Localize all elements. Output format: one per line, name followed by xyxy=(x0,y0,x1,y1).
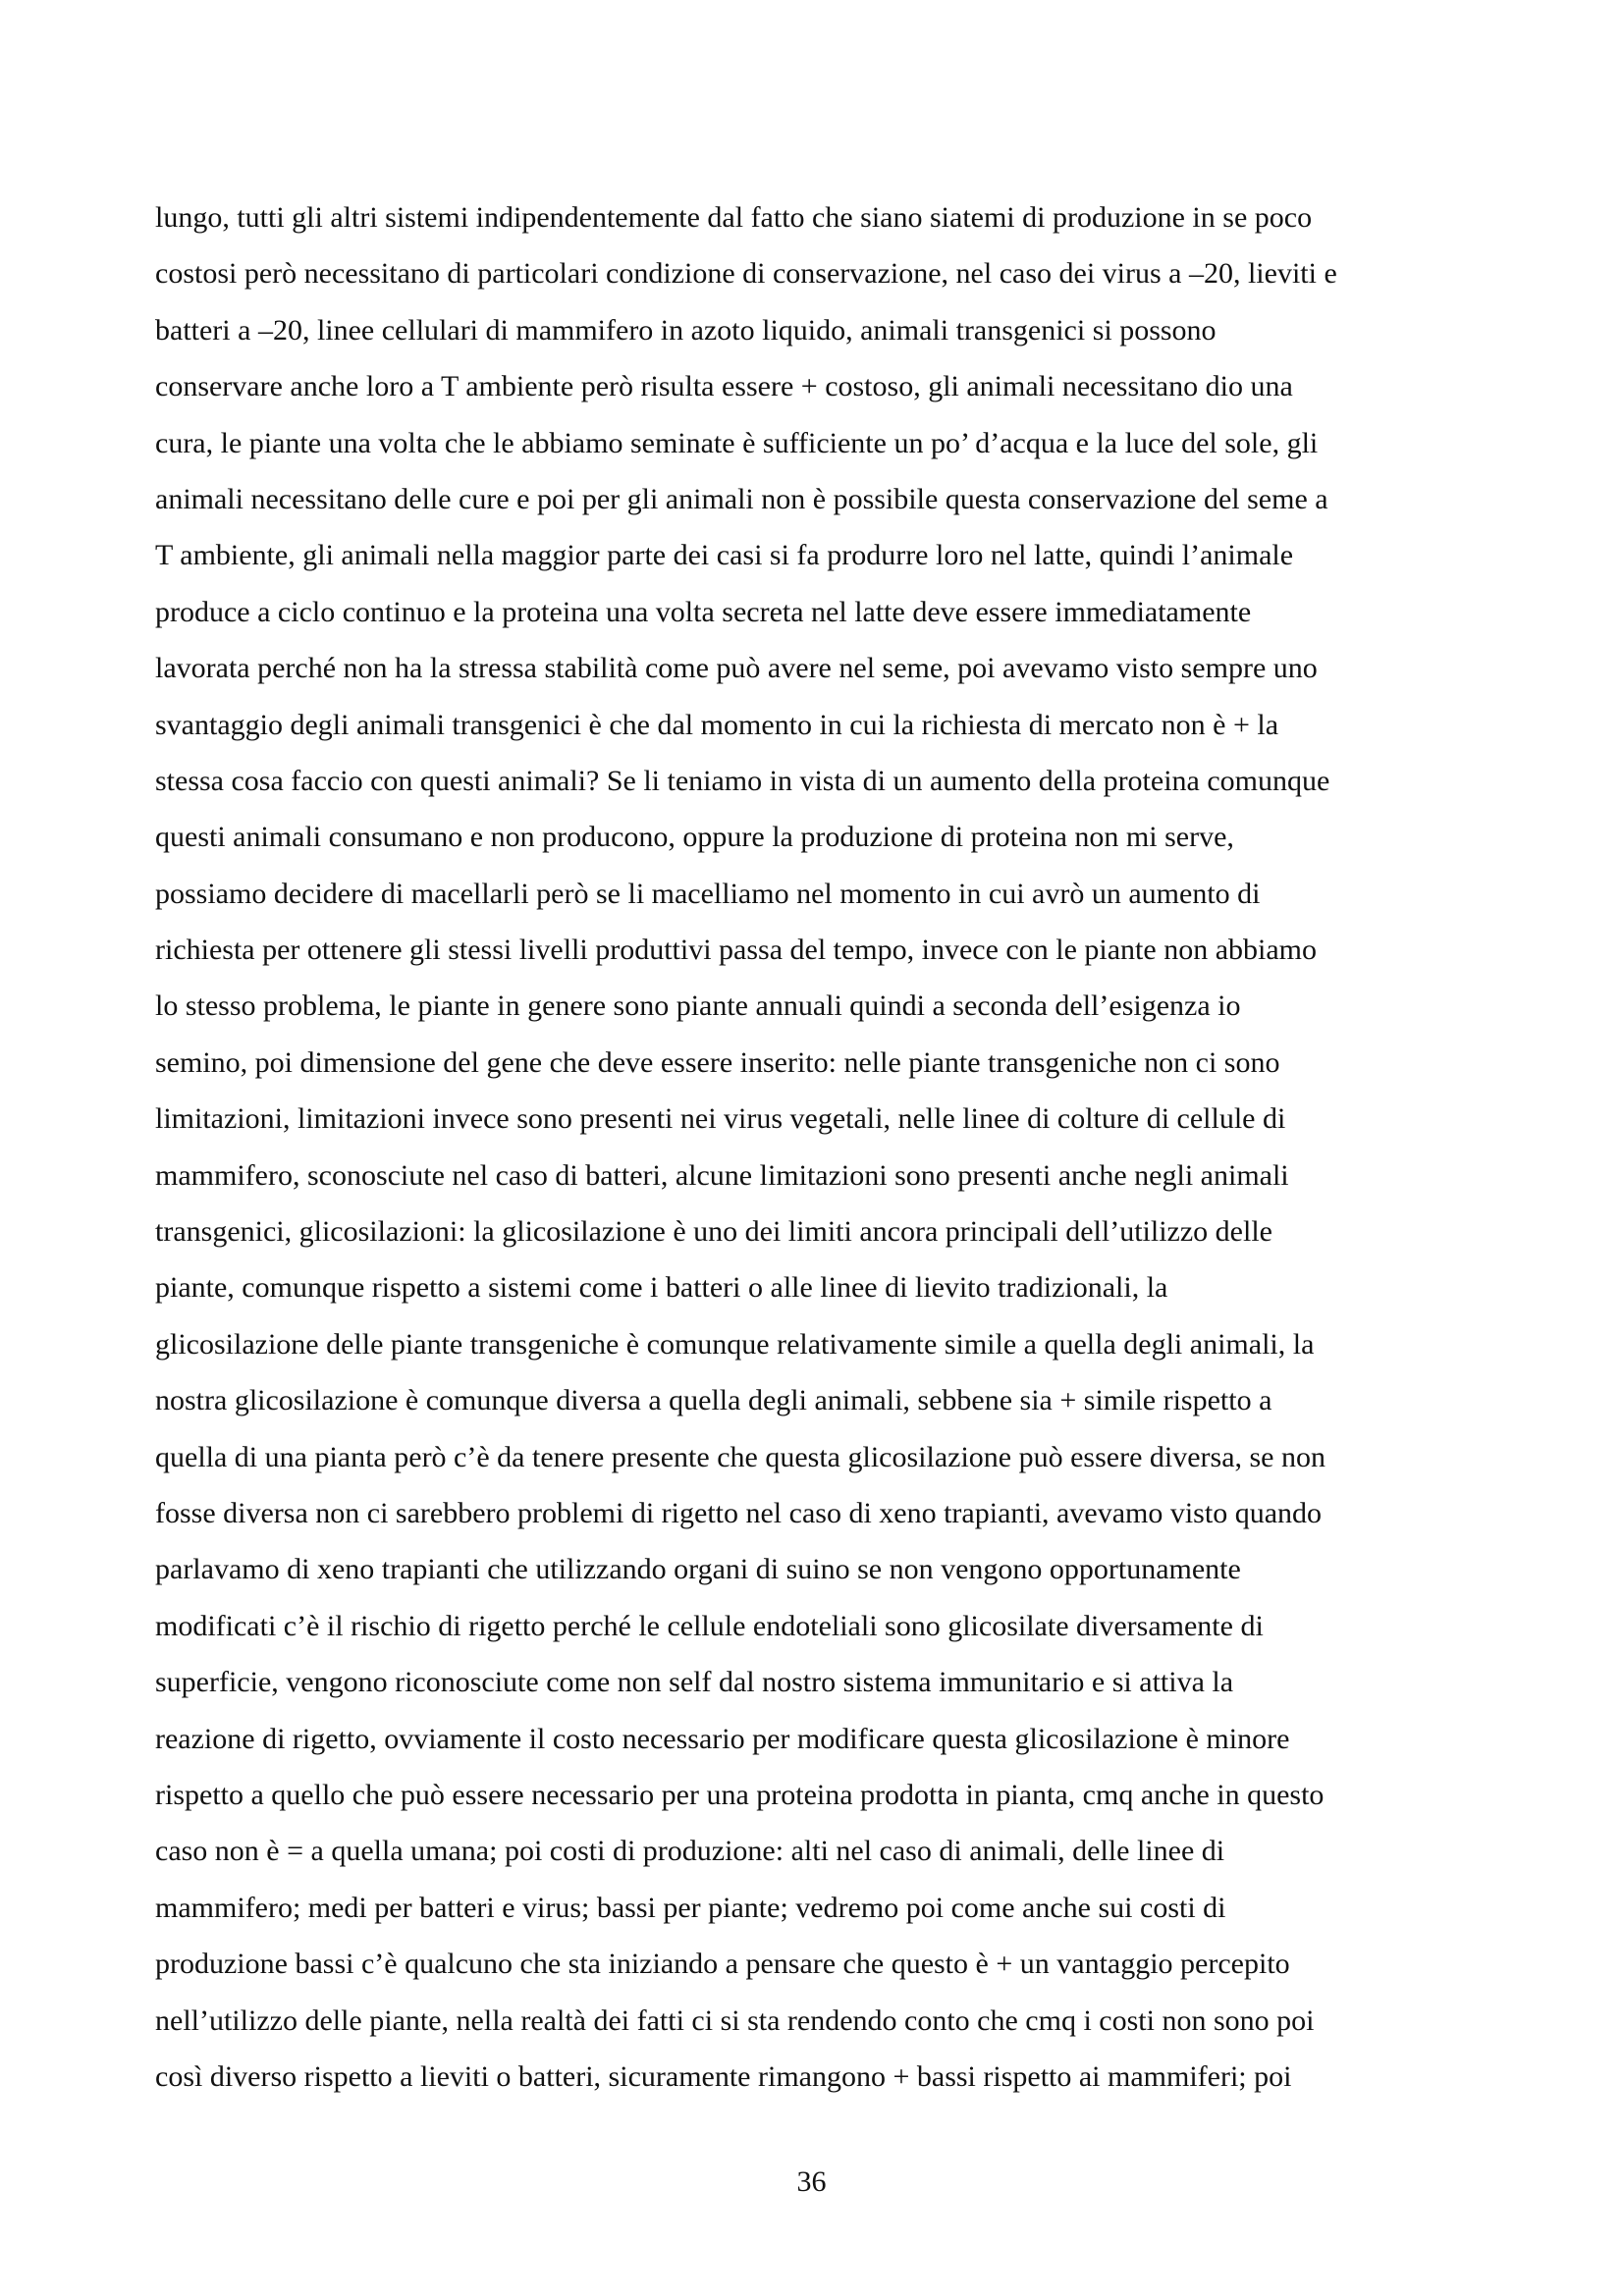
text-line: superficie, vengono riconosciute come non self dal nostro sistema immunitario e si attiva la xyxy=(155,1666,1234,1699)
text-line: mammifero, sconosciute nel caso di batteri, alcune limitazioni sono presenti anche negli animali xyxy=(155,1158,1289,1192)
body-text xyxy=(155,189,1471,2105)
text-line: transgenici, glicosilazioni: la glicosilazione è uno dei limiti ancora principali dell’utilizzo delle xyxy=(155,1215,1272,1249)
text-line: stessa cosa faccio con questi animali? Se li teniamo in vista di un aumento della proteina comunque xyxy=(155,764,1330,797)
text-line: fosse diversa non ci sarebbero problemi di rigetto nel caso di xeno trapianti, avevamo visto quando xyxy=(155,1496,1323,1529)
text-line: costosi però necessitano di particolari condizione di conservazione, nel caso dei virus a –20, lieviti e xyxy=(155,257,1337,291)
text-line: nell’utilizzo delle piante, nella realtà dei fatti ci si sta rendendo conto che cmq i costi non sono poi xyxy=(155,2003,1315,2037)
text-line: lungo, tutti gli altri sistemi indipendentemente dal fatto che siano siatemi di produzione in se poco xyxy=(155,201,1313,234)
text-line: semino, poi dimensione del gene che deve essere inserito: nelle piante transgeniche non ci sono xyxy=(155,1045,1280,1079)
text-line: modificati c’è il rischio di rigetto perché le cellule endoteliali sono glicosilate diversamente di xyxy=(155,1609,1264,1642)
text-line: piante, comunque rispetto a sistemi come i batteri o alle linee di lievito tradizionali, la xyxy=(155,1271,1168,1305)
text-line: animali necessitano delle cure e poi per gli animali non è possibile questa conservazione del seme a xyxy=(155,482,1328,515)
text-line: produce a ciclo continuo e la proteina una volta secreta nel latte deve essere immediatamente xyxy=(155,595,1252,628)
text-line: parlavamo di xeno trapianti che utilizzando organi di suino se non vengono opportunamente xyxy=(155,1553,1241,1586)
text-line: reazione di rigetto, ovviamente il costo necessario per modificare questa glicosilazione è minore xyxy=(155,1722,1290,1755)
text-line: conservare anche loro a T ambiente però risulta essere + costoso, gli animali necessitano dio una xyxy=(155,370,1293,403)
text-line: possiamo decidere di macellarli però se li macelliamo nel momento in cui avrò un aumento di xyxy=(155,877,1261,910)
text-line: glicosilazione delle piante transgeniche è comunque relativamente simile a quella degli animali, la xyxy=(155,1327,1315,1361)
text-line: così diverso rispetto a lieviti o batteri, sicuramente rimangono + bassi rispetto ai mammiferi; poi xyxy=(155,2059,1292,2093)
text-line: limitazioni, limitazioni invece sono presenti nei virus vegetali, nelle linee di colture di cellule di xyxy=(155,1102,1286,1136)
text-line: T ambiente, gli animali nella maggior parte dei casi si fa produrre loro nel latte, quindi l’animale xyxy=(155,539,1294,572)
text-line: nostra glicosilazione è comunque diversa a quella degli animali, sebbene sia + simile rispetto a xyxy=(155,1384,1272,1417)
text-line: batteri a –20, linee cellulari di mammifero in azoto liquido, animali transgenici si possono xyxy=(155,313,1217,347)
page-number: 36 xyxy=(796,2165,827,2198)
text-line: rispetto a quello che può essere necessario per una proteina prodotta in pianta, cmq anche in questo xyxy=(155,1778,1325,1811)
text-line: richiesta per ottenere gli stessi livelli produttivi passa del tempo, invece con le piante non abbiamo xyxy=(155,934,1317,967)
text-line: quella di una pianta però c’è da tenere presente che questa glicosilazione può essere diversa, se non xyxy=(155,1440,1326,1473)
text-line: produzione bassi c’è qualcuno che sta iniziando a pensare che questo è + un vantaggio percepito xyxy=(155,1948,1290,1981)
text-line: lo stesso problema, le piante in genere sono piante annuali quindi a seconda dell’esigenza io xyxy=(155,989,1241,1023)
text-line: questi animali consumano e non producono, oppure la produzione di proteina non mi serve, xyxy=(155,821,1234,854)
text-line: svantaggio degli animali transgenici è che dal momento in cui la richiesta di mercato non è + la xyxy=(155,708,1279,741)
text-line: mammifero; medi per batteri e virus; bassi per piante; vedremo poi come anche sui costi di xyxy=(155,1891,1226,1924)
text-line: cura, le piante una volta che le abbiamo seminate è sufficiente un po’ d’acqua e la luce del sole, gli xyxy=(155,426,1319,459)
text-line: lavorata perché non ha la stressa stabilità come può avere nel seme, poi avevamo visto sempre uno xyxy=(155,652,1318,685)
text-line: caso non è = a quella umana; poi costi di produzione: alti nel caso di animali, delle linee di xyxy=(155,1835,1225,1868)
